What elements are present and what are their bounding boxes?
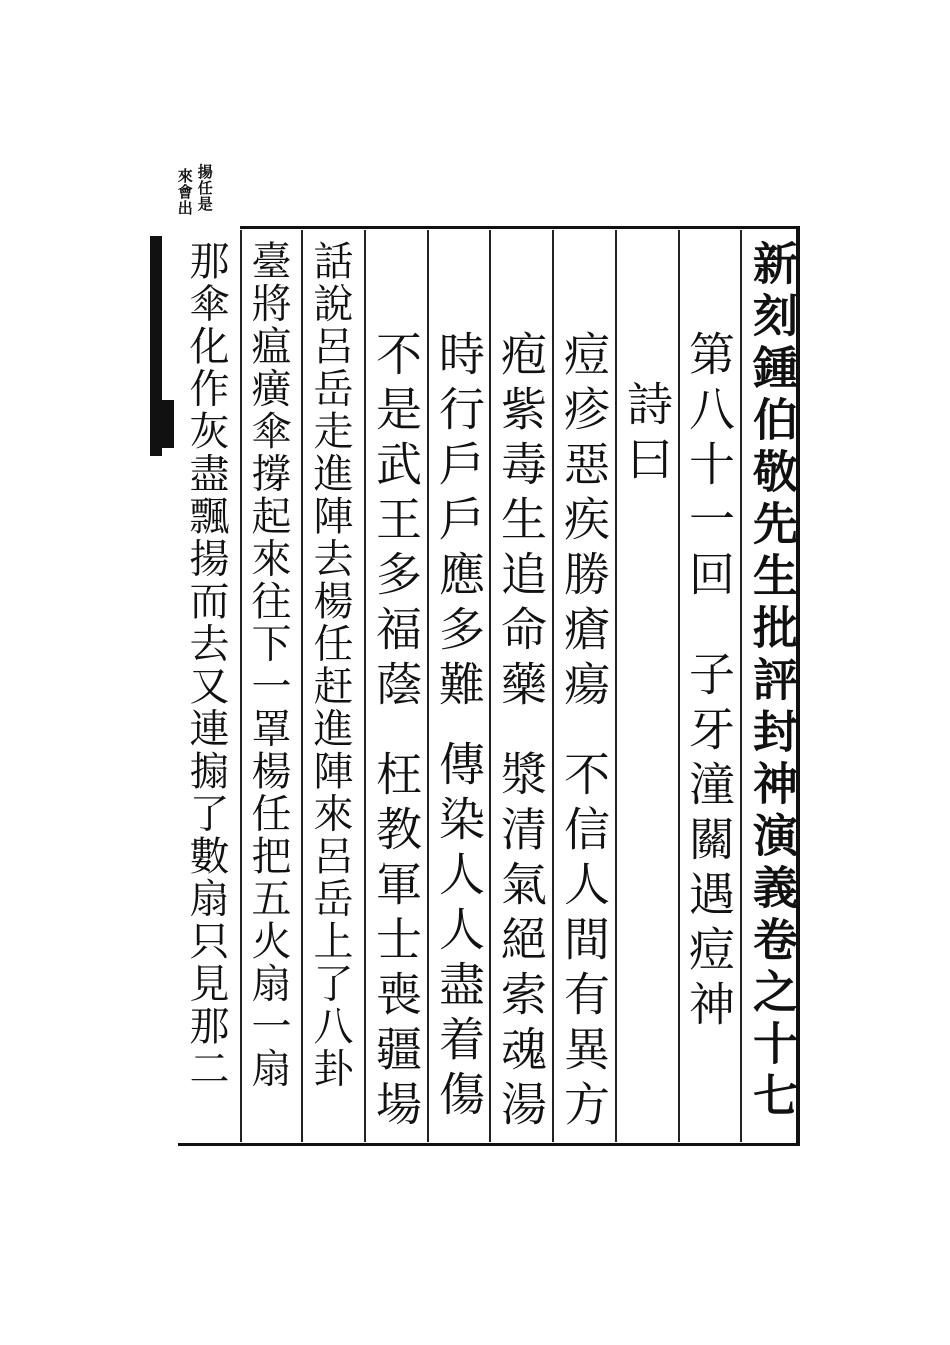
poem-line-3-second: 傳染人人盡着傷	[432, 740, 486, 1125]
chapter-title: 子牙潼關遇痘神	[682, 650, 736, 1035]
marginal-note-left: 來會出	[175, 168, 194, 216]
chapter-number: 第八十一回	[682, 330, 736, 605]
column-rule	[552, 230, 554, 1142]
column-rule	[240, 230, 242, 1142]
body-column-2: 臺將瘟癀傘撐起來往下一罩楊任把五火扇一扇	[245, 240, 291, 1090]
column-rule	[489, 230, 491, 1142]
poem-heading: 詩曰	[620, 380, 674, 490]
body-column-3: 那傘化作灰盡飄揚而去又連搧了數扇只見那二	[183, 240, 229, 1090]
column-rule	[427, 230, 429, 1142]
column-rule	[364, 230, 366, 1142]
poem-line-3-first: 時行戶戶應多難	[432, 330, 486, 715]
poem-line-4-second: 枉教軍士喪疆場	[369, 750, 423, 1135]
column-rule	[615, 230, 617, 1142]
book-title: 新刻鍾伯敬先生批評封神演義卷之十七	[745, 240, 798, 1124]
poem-line-2-second: 漿清氣絕索魂湯	[494, 750, 548, 1135]
marginal-note-right: 揚任是	[195, 164, 214, 212]
poem-line-4-first: 不是武王多福蔭	[369, 330, 423, 715]
body-column-1: 話說呂岳走進陣去楊任赶進陣來呂岳上了八卦	[307, 240, 353, 1090]
poem-line-2-first: 疱紫毒生追命藥	[494, 330, 548, 715]
poem-line-1-first: 痘疹惡疾勝瘡瘍	[557, 330, 611, 715]
column-rule	[740, 230, 742, 1142]
spine-mark-block	[150, 400, 174, 448]
poem-line-1-second: 不信人間有異方	[557, 750, 611, 1135]
column-rule	[301, 230, 303, 1142]
column-rule	[678, 230, 680, 1142]
